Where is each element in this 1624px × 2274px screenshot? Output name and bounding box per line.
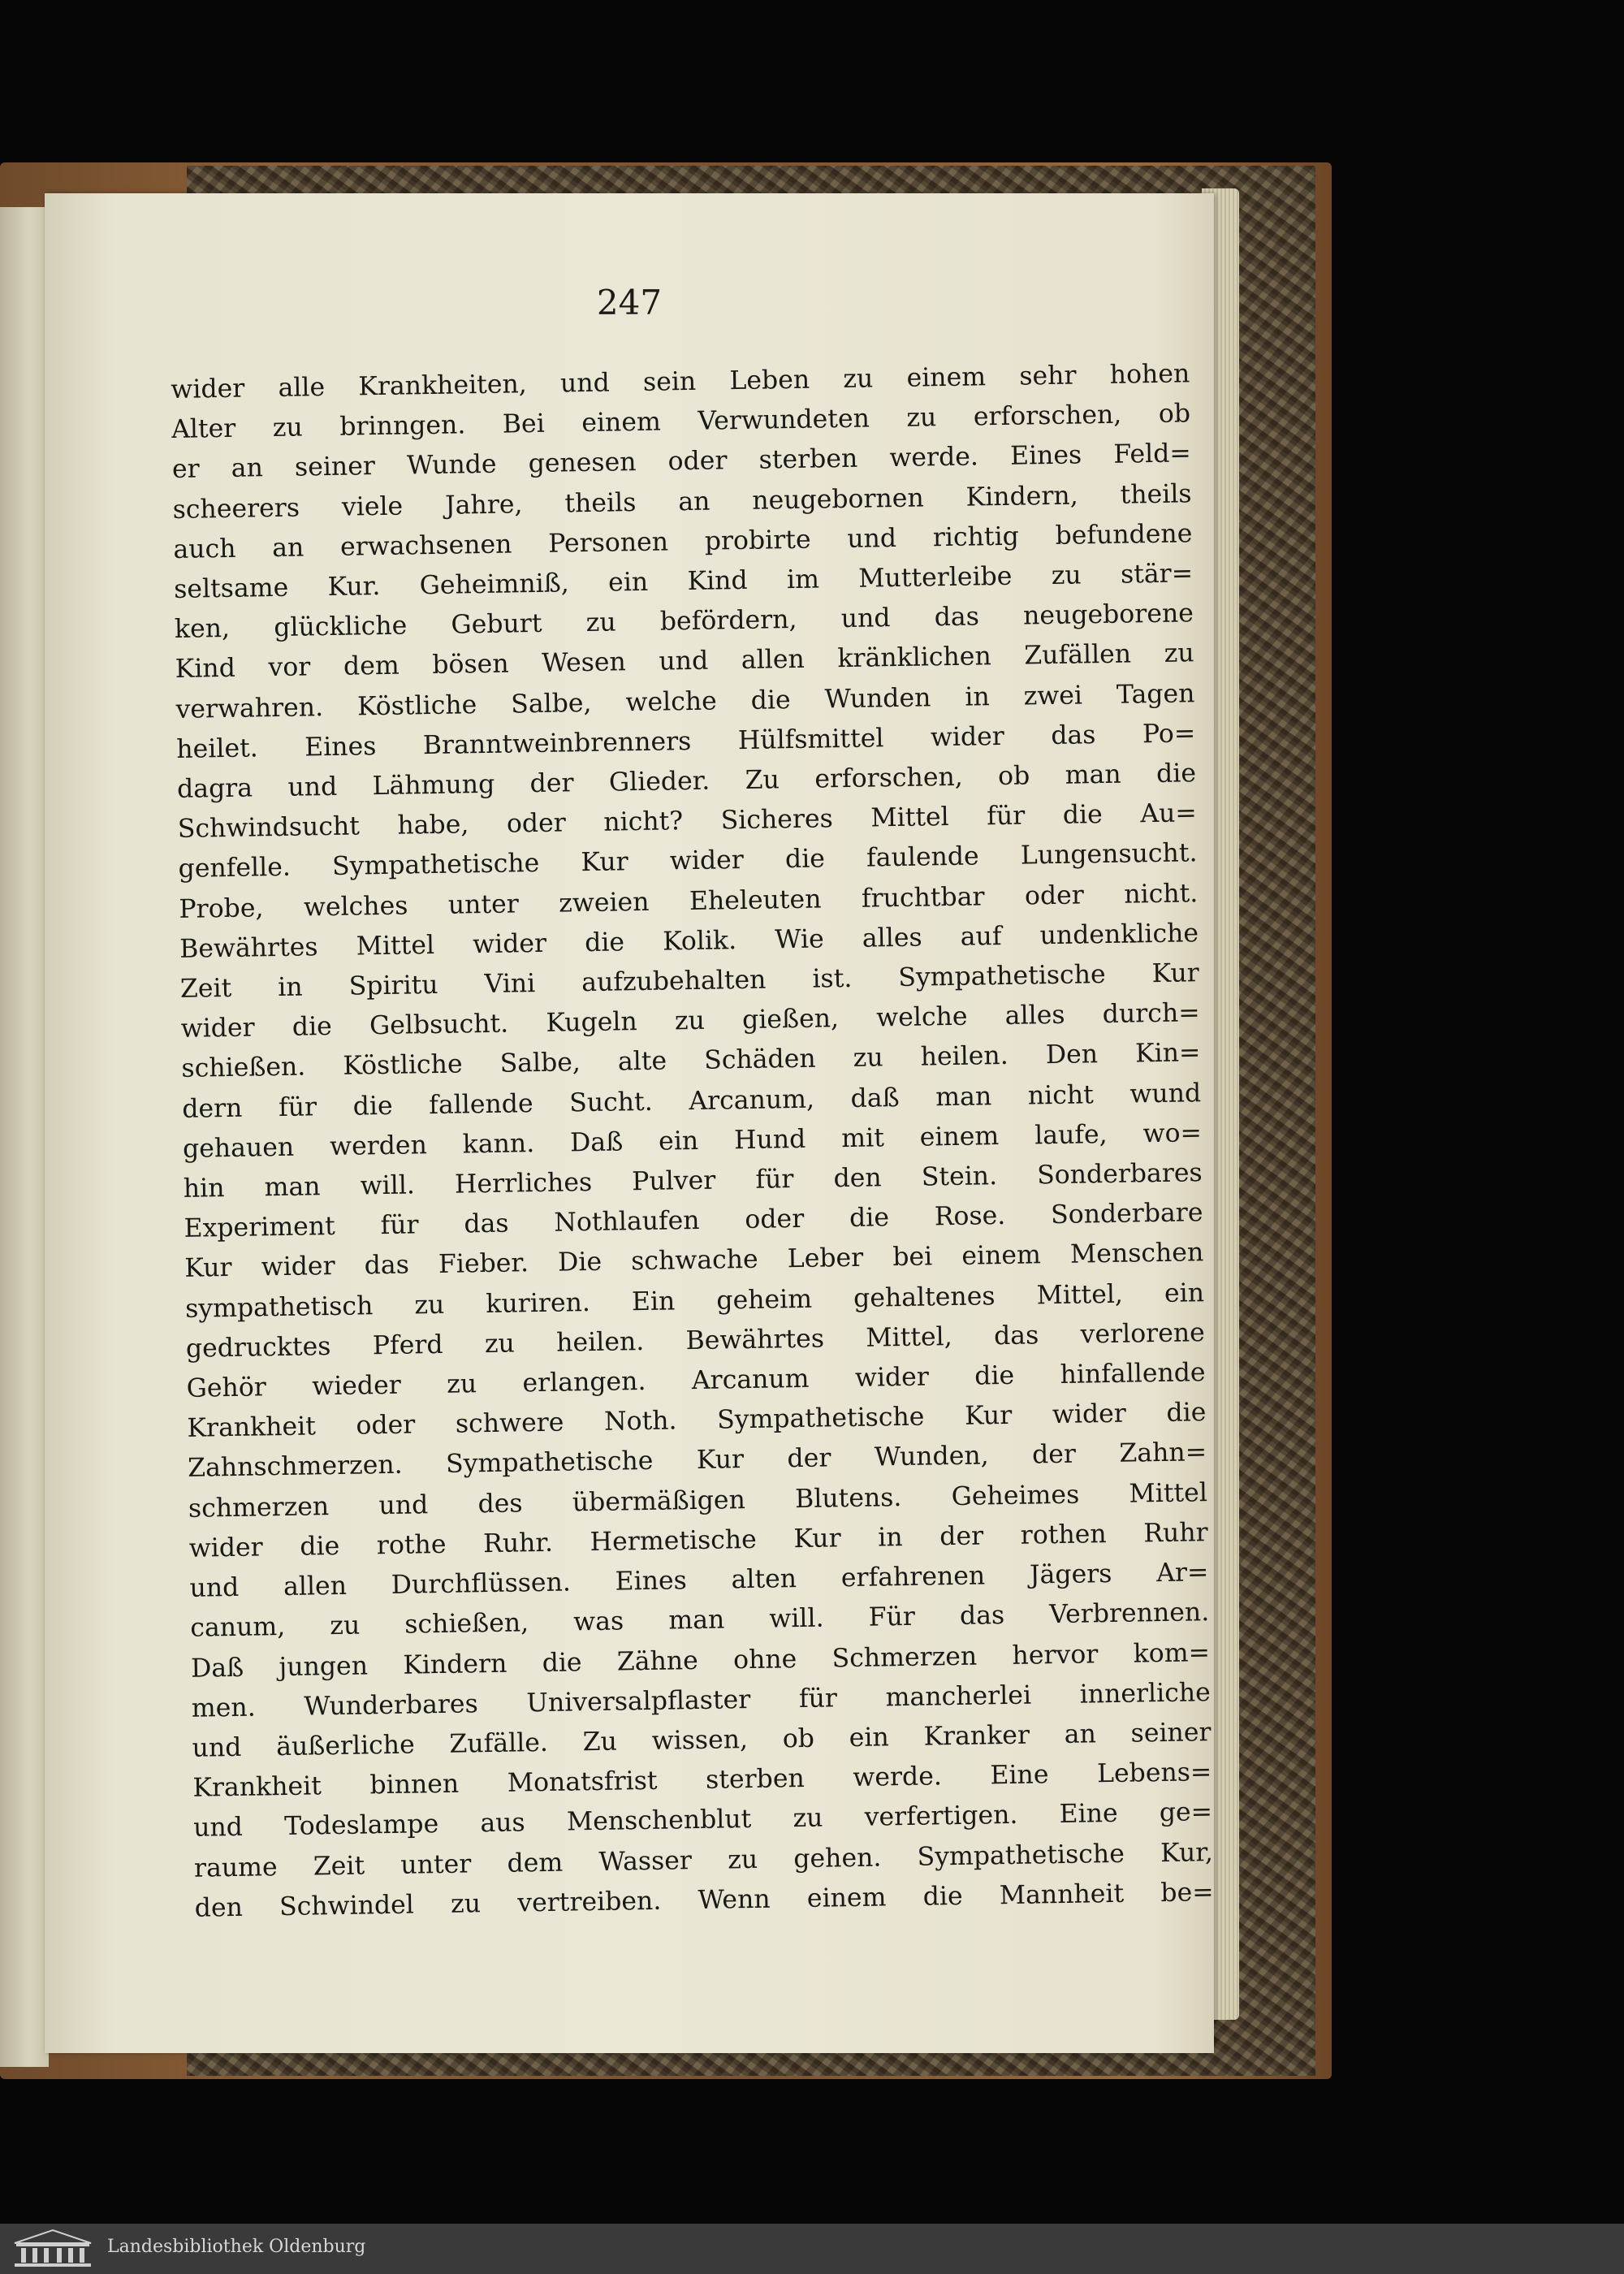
text-line: verwahren. Köstliche Salbe, welche die Wunden in zwei Tagen: [175, 678, 1195, 724]
text-line: ken, glückliche Geburt zu befördern, und das neugeborene: [174, 599, 1194, 645]
text-line: und äußerliche Zufälle. Zu wissen, ob ein Kranker an seiner: [192, 1717, 1212, 1763]
book-page: [45, 193, 1214, 2053]
text-line: Alter zu brinngen. Bei einem Verwundeten zu erforschen, ob: [171, 399, 1191, 445]
left-page-edge: [0, 207, 49, 2067]
text-line: men. Wunderbares Universalpflaster für mancherlei innerliche: [191, 1677, 1212, 1723]
text-line: raume Zeit unter dem Wasser zu gehen. Sympathetische Kur,: [193, 1837, 1214, 1883]
page-number: 247: [596, 283, 663, 322]
text-line: dern für die fallende Sucht. Arcanum, daß man nicht wund: [182, 1078, 1202, 1124]
text-line: und allen Durchflüssen. Eines alten erfahrenen Jägers Ar=: [189, 1558, 1209, 1603]
text-line: seltsame Kur. Geheimniß, ein Kind im Mutterleibe zu stär=: [173, 559, 1194, 604]
text-line: Schwindsucht habe, oder nicht? Sicheres Mittel für die Au=: [177, 798, 1198, 845]
text-line: gedrucktes Pferd zu heilen. Bewährtes Mittel, das verlorene: [185, 1318, 1206, 1364]
text-line: dagra und Lähmung der Glieder. Zu erforschen, ob man die: [176, 759, 1197, 804]
text-line: schmerzen und des übermäßigen Blutens. Geheimes Mittel: [188, 1477, 1208, 1524]
text-line: Krankheit oder schwere Noth. Sympathetische Kur wider die: [187, 1398, 1207, 1444]
library-building-icon: [8, 2227, 97, 2269]
text-line: schießen. Köstliche Salbe, alte Schäden zu heilen. Den Kin=: [181, 1038, 1201, 1084]
text-line: Zeit in Spiritu Vini aufzubehalten ist. Sympathetische Kur: [179, 958, 1200, 1004]
text-line: canum, zu schießen, was man will. Für das Verbrennen.: [190, 1597, 1210, 1644]
text-line: genfelle. Sympathetische Kur wider die faulende Lungensucht.: [178, 838, 1198, 884]
text-line: Bewährtes Mittel wider die Kolik. Wie alles auf undenkliche: [179, 919, 1199, 964]
text-line: Kind vor dem bösen Wesen und allen kränklichen Zufällen zu: [175, 638, 1194, 685]
text-line: scheerers viele Jahre, theils an neugebornen Kindern, theils: [172, 478, 1192, 525]
text-line: auch an erwachsenen Personen probirte und richtig befundene: [173, 519, 1193, 564]
text-line: Kur wider das Fieber. Die schwache Leber bei einem Menschen: [184, 1238, 1204, 1284]
text-line: Daß jungen Kindern die Zähne ohne Schmerzen hervor kom=: [190, 1637, 1211, 1684]
text-line: Zahnschmerzen. Sympathetische Kur der Wunden, der Zahn=: [187, 1437, 1207, 1484]
text-line: Krankheit binnen Monatsfrist sterben werde. Eine Lebens=: [192, 1757, 1212, 1803]
text-line: Probe, welches unter zweien Eheleuten fruchtbar oder nicht.: [179, 878, 1199, 924]
text-line: wider die Gelbsucht. Kugeln zu gießen, welche alles durch=: [180, 998, 1200, 1044]
text-line: Experiment für das Nothlaufen oder die Rose. Sonderbare: [184, 1198, 1203, 1244]
text-line: Gehör wieder zu erlangen. Arcanum wider die hinfallende: [186, 1358, 1206, 1403]
page-text: [171, 354, 1214, 1928]
text-line: wider alle Krankheiten, und sein Leben zu einem sehr hohen: [171, 359, 1190, 404]
text-line: er an seiner Wunde genesen oder sterben werde. Eines Feld=: [171, 439, 1192, 485]
text-line: und Todeslampe aus Menschenblut zu verfertigen. Eine ge=: [192, 1797, 1213, 1844]
text-line: gehauen werden kann. Daß ein Hund mit einem laufe, wo=: [182, 1118, 1203, 1164]
text-line: wider die rothe Ruhr. Hermetische Kur in der rothen Ruhr: [188, 1518, 1208, 1563]
text-line: sympathetisch zu kuriren. Ein geheim gehaltenes Mittel, ein: [184, 1278, 1205, 1324]
text-line: hin man will. Herrliches Pulver für den Stein. Sonderbares: [183, 1158, 1203, 1204]
library-name: Landesbibliothek Oldenburg: [107, 2237, 366, 2257]
text-line: heilet. Eines Branntweinbrenners Hülfsmittel wider das Po=: [176, 719, 1196, 764]
text-line: den Schwindel zu vertreiben. Wenn einem die Mannheit be=: [194, 1877, 1214, 1923]
